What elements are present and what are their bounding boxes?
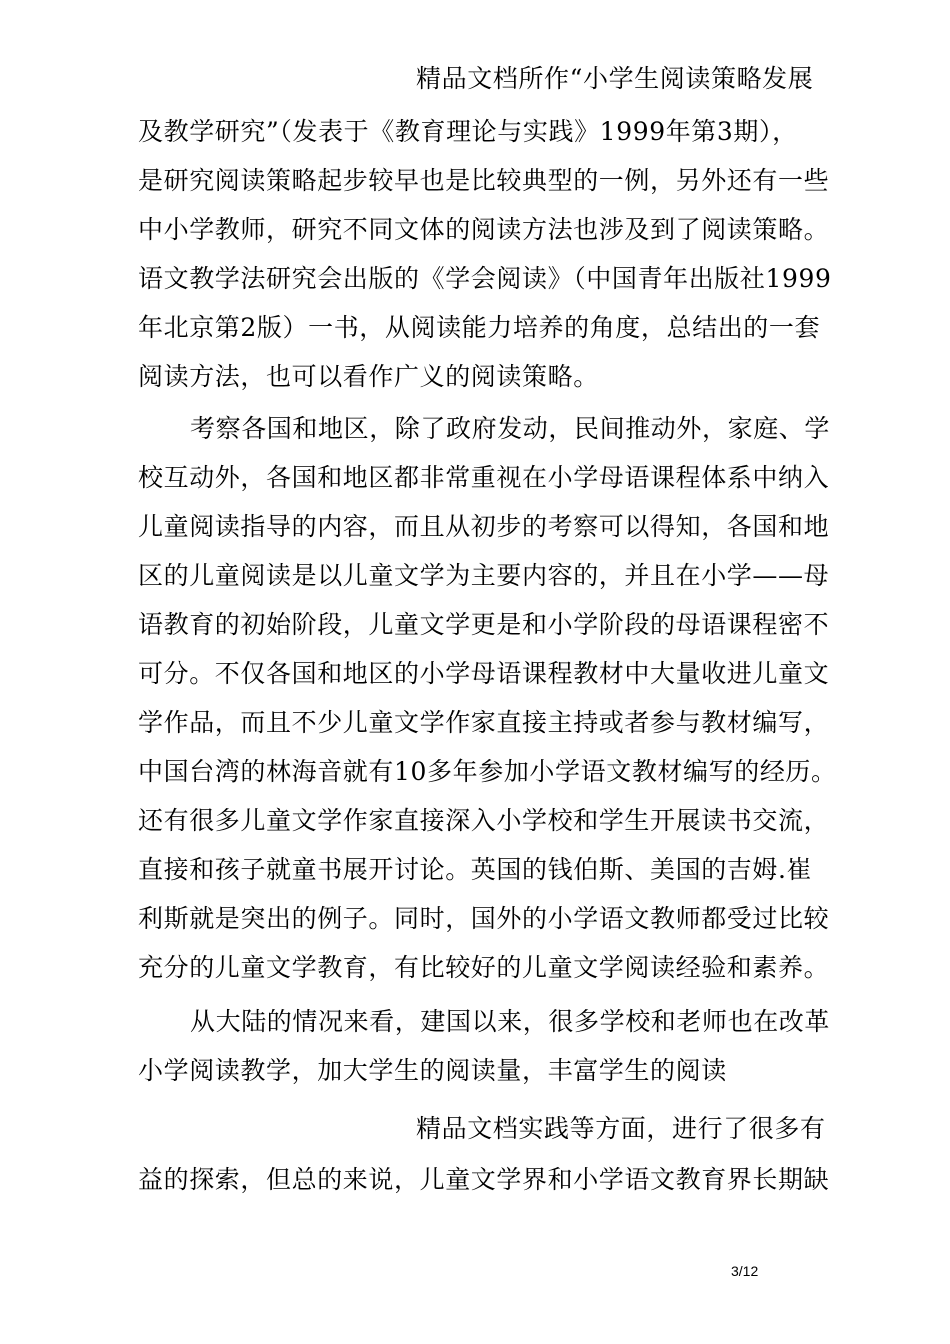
text-line: 中国台湾的林海音就有10多年参加小学语文教材编写的经历。 bbox=[138, 757, 837, 786]
text-line: 可分。不仅各国和地区的小学母语课程教材中大量收进儿童文 bbox=[138, 659, 830, 688]
text-line: 精品文档所作“小学生阅读策略发展 bbox=[416, 64, 814, 93]
text-line: 还有很多儿童文学作家直接深入小学校和学生开展读书交流， bbox=[138, 806, 830, 835]
text-line: 年北京第2版）一书，从阅读能力培养的角度，总结出的一套 bbox=[138, 313, 821, 342]
text-line: 儿童阅读指导的内容，而且从初步的考察可以得知，各国和地 bbox=[138, 512, 830, 541]
text-line: 中小学教师，研究不同文体的阅读方法也涉及到了阅读策略。 bbox=[138, 215, 830, 244]
text-line: 语教育的初始阶段，儿童文学更是和小学阶段的母语课程密不 bbox=[138, 610, 830, 639]
text-line: 从大陆的情况来看，建国以来，很多学校和老师也在改革 bbox=[190, 1007, 831, 1036]
text-line: 益的探索，但总的来说，儿童文学界和小学语文教育界长期缺 bbox=[138, 1165, 830, 1194]
page-number: 3/12 bbox=[731, 1263, 759, 1279]
text-line: 区的儿童阅读是以儿童文学为主要内容的，并且在小学——母 bbox=[138, 561, 830, 590]
text-line: 精品文档实践等方面，进行了很多有 bbox=[416, 1114, 826, 1143]
text-line: 语文教学法研究会出版的《学会阅读》（中国青年出版社1999 bbox=[138, 264, 832, 293]
text-line: 小学阅读教学，加大学生的阅读量，丰富学生的阅读 bbox=[138, 1056, 727, 1085]
text-line: 充分的儿童文学教育，有比较好的儿童文学阅读经验和素养。 bbox=[138, 953, 830, 982]
text-line: 阅读方法，也可以看作广义的阅读策略。 bbox=[138, 362, 599, 391]
text-line: 校互动外，各国和地区都非常重视在小学母语课程体系中纳入 bbox=[138, 463, 830, 492]
text-line: 直接和孩子就童书展开讨论。英国的钱伯斯、美国的吉姆.崔 bbox=[138, 855, 813, 884]
text-line: 考察各国和地区，除了政府发动，民间推动外，家庭、学 bbox=[190, 414, 831, 443]
text-line: 及教学研究”（发表于《教育理论与实践》1999年第3期）， bbox=[138, 117, 798, 146]
text-line: 学作品，而且不少儿童文学作家直接主持或者参与教材编写， bbox=[138, 708, 830, 737]
text-line: 是研究阅读策略起步较早也是比较典型的一例，另外还有一些 bbox=[138, 166, 830, 195]
text-line: 利斯就是突出的例子。同时，国外的小学语文教师都受过比较 bbox=[138, 904, 830, 933]
